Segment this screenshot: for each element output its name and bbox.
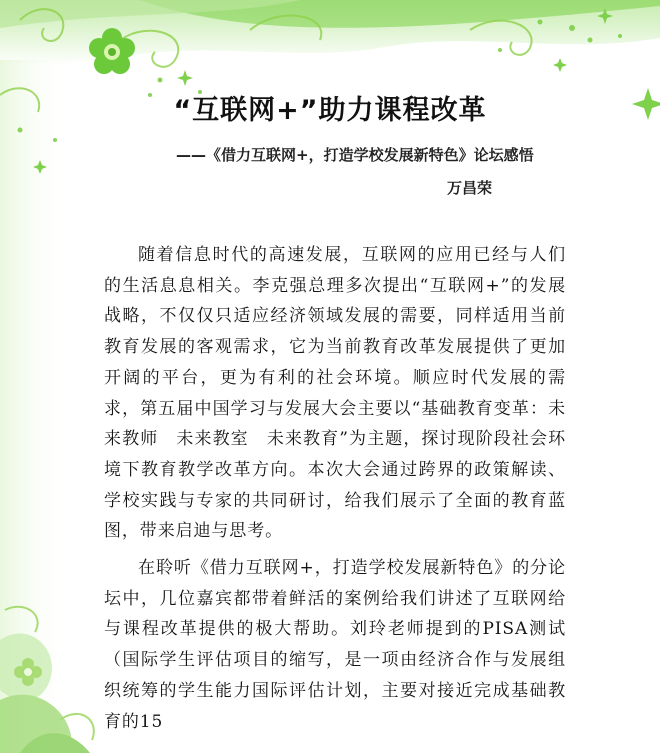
paragraph: 在聆听《借力互联网+，打造学校发展新特色》的分论坛中，几位嘉宾都带着鲜活的案例给我们讲述了互联网给与课程改革提供的极大帮助。刘玲老师提到的PISA测试（国际学生评估项目的缩写，是一项由经济合作与发展组织统筹的学生能力国际评估计划，主要对接近完成基础教育的15 [104,558,566,732]
author-name: 万昌荣 [447,179,493,197]
paragraph: 随着信息时代的高速发展，互联网的应用已经与人们的生活息息相关。李克强总理多次提出“互联网+”的发展战略，不仅仅只适应经济领域发展的需要，同样适用当前教育发展的客观需求，它为当前教育改革发展提供了更加开阔的平台，更为有利的社会环境。顺应时代发展的需求，第五届中国学习与发展大会主要以“基础教育变革：未来教师 未来教室 未来教育”为主题，探讨现阶段社会环境下教育教学改革方向。本次大会通过跨界的政策解读、学校实践与专家的共同研讨，给我们展示了全面的教育蓝图，带来启迪与思考。 [104,245,566,542]
page-subtitle: ——《借力互联网+，打造学校发展新特色》论坛感悟 [176,146,534,164]
page-title: “互联网+”助力课程改革 [173,95,487,126]
article-body [104,240,566,743]
flower-icon [89,28,135,74]
